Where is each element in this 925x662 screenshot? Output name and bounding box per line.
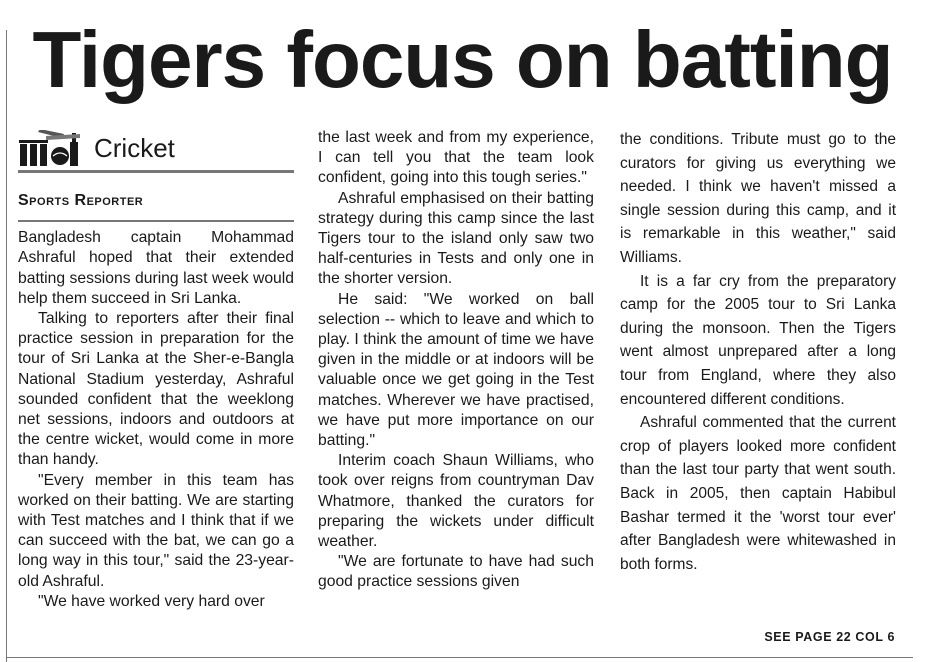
section-flag	[18, 128, 294, 168]
paragraph: He said: "We worked on ball selection -- which to leave and which to play. I think the amount of time we have given in the middle or at indoors will be valuable once we get going in the Test matches. Wherever we have practised, we have put more importance on our batting."	[318, 290, 594, 450]
headline: Tigers focus on batting	[32, 15, 893, 104]
article-column-2	[318, 128, 594, 593]
paragraph: Ashraful commented that the current crop of players looked more confident than the last tour party that went south. Back in 2005, then captain Habibul Bashar termed it the 'worst tour ever' after Bangladesh were whitewashed in both forms.	[620, 414, 896, 573]
paragraph: Bangladesh captain Mohammad Ashraful hoped that their extended batting sessions during last week would help them succeed in Sri Lanka.	[18, 229, 294, 307]
section-rule	[18, 170, 294, 173]
article-column-1	[18, 128, 294, 612]
cricket-stumps-bat-ball-icon	[18, 130, 90, 166]
article-column-3	[620, 128, 896, 576]
byline-rule	[18, 220, 294, 222]
section-label: Cricket	[94, 132, 175, 163]
paragraph: "Every member in this team has worked on their batting. We are starting with Test matches and I think that if we can succeed with the bat, we can go a long way in this tour," said the 23-year-old Ashraful.	[18, 471, 294, 590]
paragraph: Interim coach Shaun Williams, who took over reigns from countryman Dav Whatmore, thanked the curators for preparing the wickets under difficult weather.	[318, 452, 594, 551]
bottom-rule	[6, 657, 913, 658]
jump-line: SEE PAGE 22 COL 6	[764, 630, 895, 644]
paragraph: "We are fortunate to have had such good practice sessions given	[318, 553, 594, 591]
paragraph: "We have worked very hard over	[38, 592, 265, 610]
left-column-rule	[6, 30, 7, 662]
paragraph: the last week and from my experience, I can tell you that the team look confident, going into this tough series."	[318, 129, 594, 187]
paragraph: Talking to reporters after their final practice session in preparation for the tour of Sri Lanka at the Sher-e-Bangla National Stadium yesterday, Ashraful sounded confident that the weeklong net sessions, indoors and outdoors at the centre wicket, would come in more than handy.	[18, 310, 294, 469]
paragraph: Ashraful emphasised on their batting strategy during this camp since the last Tigers tour to the island only saw two half-centuries in Tests and only one in the shorter version.	[318, 189, 594, 288]
paragraph: the conditions. Tribute must go to the curators for giving us everything we needed. I think we haven't missed a single session during this camp, and it is remarkable in this weather," said Williams.	[620, 131, 896, 266]
byline: Sports Reporter	[18, 192, 144, 209]
paragraph: It is a far cry from the preparatory camp for the 2005 tour to Sri Lanka during the monsoon. Then the Tigers went almost unprepared after a long tour from England, where they also encountered different conditions.	[620, 272, 896, 408]
